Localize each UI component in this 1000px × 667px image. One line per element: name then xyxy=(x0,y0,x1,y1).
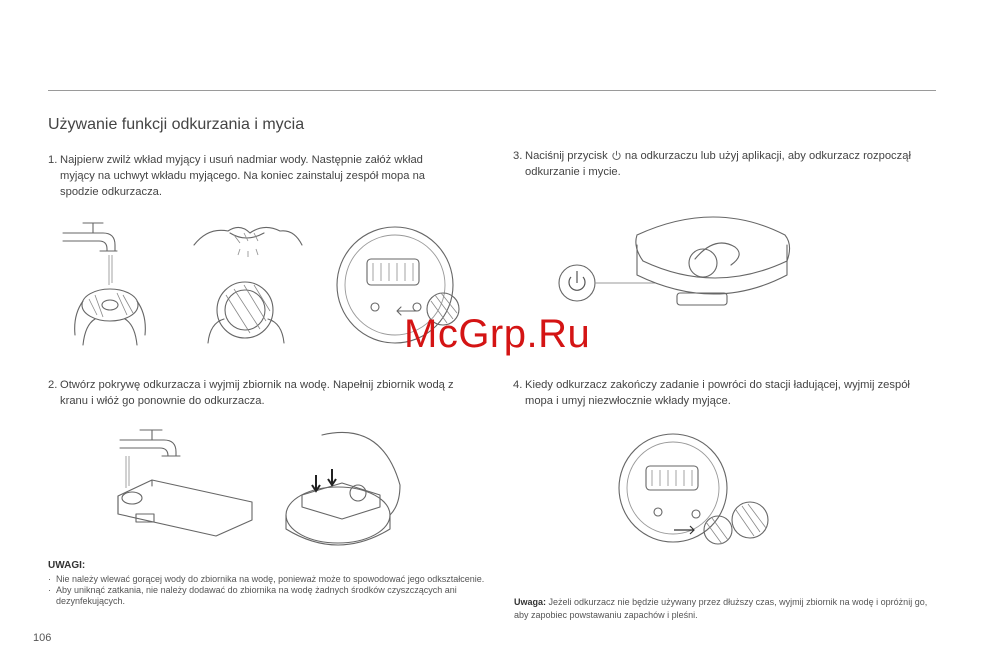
page-number: 106 xyxy=(33,632,52,644)
step-1 xyxy=(48,152,458,200)
tip-label: Uwaga: xyxy=(514,597,547,607)
step-text: Otwórz pokrywę odkurzacza i wyjmij zbiornik na wodę. Napełnij zbiornik wodą z kranu i włóż go ponownie do odkurzacza. xyxy=(60,379,454,407)
illustration-insert-tank xyxy=(282,425,407,555)
step-number: 1. xyxy=(48,154,58,166)
power-icon xyxy=(611,150,622,161)
step-text: Najpierw zwilż wkład myjący i usuń nadmiar wody. Następnie załóż wkład myjący na uchwyt wkładu myjącego. Na koniec zainstaluj zespół mopa na spodzie odkurzacza. xyxy=(60,154,426,198)
illustration-wring-pad xyxy=(190,215,305,350)
note-text: Nie należy wlewać gorącej wody do zbiornika na wodę, ponieważ może to spowodować jego odkształcenie. xyxy=(56,574,485,584)
watermark-text[interactable]: McGrp.Ru xyxy=(404,312,591,356)
step-text-after: na odkurzaczu lub użyj aplikacji, aby odkurzacz rozpoczął odkurzanie i mycie. xyxy=(525,150,911,178)
note-item xyxy=(48,585,488,607)
step-3 xyxy=(513,148,938,180)
note-bullet: · xyxy=(48,574,51,584)
page-title: Używanie funkcji odkurzania i mycia xyxy=(48,116,305,133)
step-number: 2. xyxy=(48,379,58,391)
note-bullet: · xyxy=(48,585,51,595)
step-text xyxy=(513,148,938,180)
notes-heading: UWAGI: xyxy=(48,560,86,571)
tip-note xyxy=(514,596,944,622)
note-item xyxy=(48,574,488,585)
note-text: Aby uniknąć zatkania, nie należy dodawać do zbiornika na wodę żadnych środków czyszczących ani dezynfekujących. xyxy=(56,585,457,606)
illustration-press-power xyxy=(555,205,795,325)
step-2 xyxy=(48,377,463,409)
step-4 xyxy=(513,377,923,409)
illustration-water-tank xyxy=(112,428,262,543)
step-number: 3. xyxy=(513,150,523,162)
tip-text: Jeżeli odkurzacz nie będzie używany przez dłuższy czas, wyjmij zbiornik na wodę i opróżnij go, aby zapobiec powstawaniu zapachów i pleśni. xyxy=(514,597,928,620)
notes-list xyxy=(48,574,488,607)
step-text: Kiedy odkurzacz zakończy zadanie i powróci do stacji ładującej, wyjmij zespół mopa i umyj niezwłocznie wkłady myjące. xyxy=(525,379,910,407)
illustration-remove-mop xyxy=(618,430,788,545)
step-number: 4. xyxy=(513,379,523,391)
header-rule xyxy=(48,90,936,91)
step-text-before: Naciśnij przycisk xyxy=(525,150,608,162)
illustration-faucet-pad xyxy=(55,215,170,350)
